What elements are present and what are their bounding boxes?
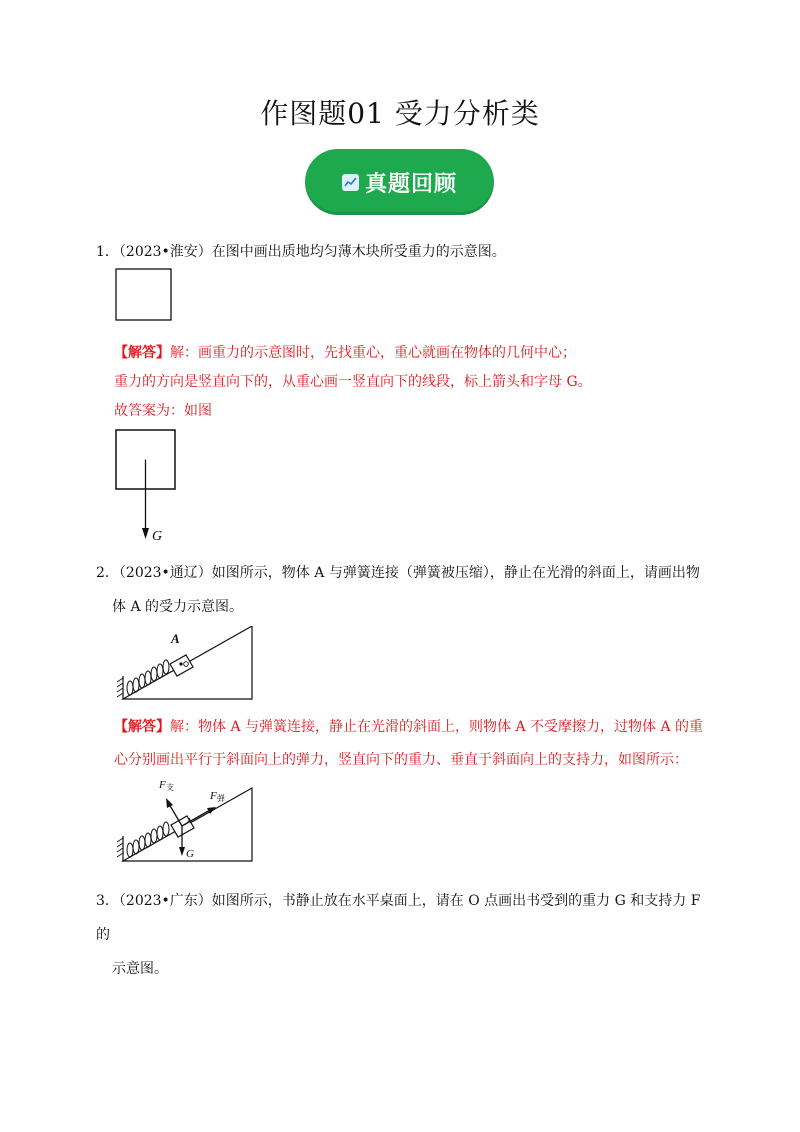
- answer-line: 心分别画出平行于斜面向上的弹力，竖直向下的重力、垂直于斜面向上的支持力，如图所示：: [114, 752, 688, 768]
- question-line: 3．（2023•广东）如图所示，书静止放在水平桌面上，请在 O 点画出书受到的重力 G 和支持力 F 的: [96, 893, 701, 943]
- answer-1-figure: [114, 428, 184, 550]
- block-label: A: [187, 817, 192, 825]
- section-badge: [305, 149, 494, 215]
- question-line: 体 A 的受力示意图。: [112, 599, 244, 615]
- question-2-figure: [114, 626, 256, 706]
- question-line: 示意图。: [112, 961, 168, 977]
- question-number: 3．: [96, 893, 119, 909]
- answer-1: [114, 339, 724, 426]
- answer-tag: 【解答】: [114, 345, 170, 361]
- elastic-force-label: F: [210, 790, 217, 802]
- answer-line: 【解答】解：物体 A 与弹簧连接，静止在光滑的斜面上，则物体 A 不受摩擦力，过物体 A 的重: [114, 719, 704, 735]
- support-force-label: F: [159, 779, 166, 791]
- answer-tag: 【解答】: [114, 719, 170, 735]
- question-number: 2．: [96, 565, 119, 581]
- question-3: [96, 884, 716, 986]
- answer-line: 故答案为：如图: [114, 403, 212, 419]
- question-number: 1．: [96, 244, 119, 260]
- gravity-force-label: G: [186, 848, 194, 860]
- question-1: [96, 235, 716, 269]
- question-1-figure: [115, 268, 173, 326]
- gravity-label: G: [152, 529, 163, 544]
- answer-2-figure: [114, 776, 256, 868]
- question-line: 2．（2023•通辽）如图所示，物体 A 与弹簧连接（弹簧被压缩），静止在光滑的斜面上，请画出物: [96, 565, 700, 581]
- answer-2: [114, 711, 724, 777]
- badge-label: 真题回顾: [364, 171, 457, 197]
- page-title: 作图题01 受力分析类: [260, 97, 540, 130]
- elastic-force-subscript: 弹: [217, 794, 225, 803]
- answer-line: 重力的方向是竖直向下的，从重心画一竖直向下的线段，标上箭头和字母 G。: [114, 374, 592, 390]
- support-force-subscript: 支: [166, 783, 174, 792]
- question-text: （2023•淮安）在图中画出质地均匀薄木块所受重力的示意图。: [118, 244, 506, 260]
- answer-line: 【解答】解：画重力的示意图时，先找重心，重心就画在物体的几何中心；: [114, 345, 576, 361]
- question-2: [96, 556, 716, 624]
- chart-icon: [342, 174, 359, 191]
- block-label: A: [171, 631, 180, 646]
